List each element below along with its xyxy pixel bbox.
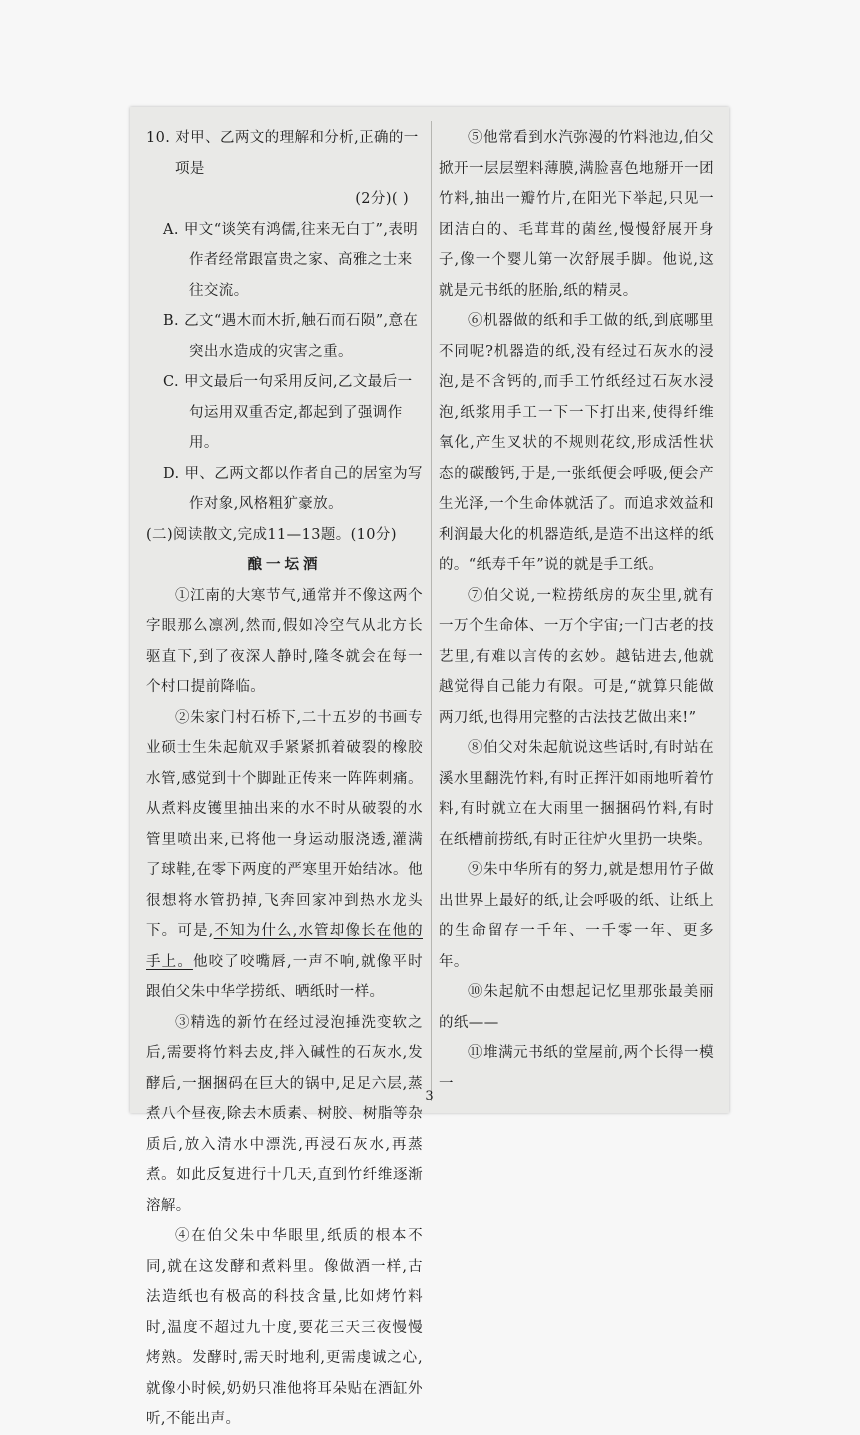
question-10-score: (2分)( ): [355, 191, 409, 207]
paragraph-6: ⑥机器做的纸和手工做的纸,到底哪里不同呢?机器造的纸,没有经过石灰水的浸泡,是不含钙的,而手工竹纸经过石灰水浸泡,纸浆用手工一下一下打出来,使得纤维氧化,产生叉状的不规则花纹,形成活性状态的碳酸钙,于是,一张纸便会呼吸,便会产生光泽,一个生命体就活了。而追求效益和利润最大化的机器造纸,是造不出这样的纸的。“纸寿千年”说的就是手工纸。: [439, 313, 714, 573]
option-c: C. 甲文最后一句采用反问,乙文最后一句运用双重否定,都起到了强调作用。: [163, 374, 413, 451]
section-heading: (二)阅读散文,完成11—13题。(10分): [146, 526, 397, 543]
option-b: B. 乙文“遇木而木折,触石而石陨”,意在突出水造成的灾害之重。: [163, 313, 419, 360]
paragraph-2: [146, 703, 423, 1008]
option-a: A. 甲文“谈笑有鸿儒,往来无白丁”,表明作者经常跟富贵之家、高雅之士来往交流。: [163, 221, 419, 299]
paragraph-7: ⑦伯父说,一粒捞纸房的灰尘里,就有一万个生命体、一万个宇宙;一门古老的技艺里,有难以言传的玄妙。越钻进去,他就越觉得自己能力有限。可是,“就算只能做两刀纸,也得用完整的古法技艺做出来!”: [439, 587, 714, 726]
paragraph-11: ⑪堆满元书纸的堂屋前,两个长得一模一: [439, 1045, 714, 1092]
column-divider: [431, 121, 432, 1101]
paragraph-1: ①江南的大寒节气,通常并不像这两个字眼那么凛冽,然而,假如冷空气从北方长驱直下,到了夜深人静时,隆冬就会在每一个村口提前降临。: [146, 587, 423, 695]
paragraph-5: ⑤他常看到水汽弥漫的竹料池边,伯父掀开一层层塑料薄膜,满脸喜色地掰开一团竹料,抽出一瓣竹片,在阳光下举起,只见一团洁白的、毛茸茸的菌丝,慢慢舒展开身子,像一个婴儿第一次舒展手脚。他说,这就是元书纸的胚胎,纸的精灵。: [439, 130, 714, 299]
right-column: [439, 123, 714, 1099]
underlined-sentence: 不知为什么,水管却像长在他的手上。: [146, 923, 423, 970]
question-10-stem: 10. 对甲、乙两文的理解和分析,正确的一项是: [146, 130, 419, 177]
essay-title: 酿一坛酒: [247, 556, 322, 573]
paragraph-4: ④在伯父朱中华眼里,纸质的根本不同,就在这发酵和煮料里。像做酒一样,古法造纸也有极高的科技含量,比如烤竹料时,温度不超过九十度,要花三天三夜慢慢烤熟。发酵时,需天时地利,更需虔诚之心,就像小时候,奶奶只准他将耳朵贴在酒缸外听,不能出声。: [146, 1228, 423, 1427]
exam-page: [130, 107, 729, 1427]
option-d: D. 甲、乙两文都以作者自己的居室为写作对象,风格粗犷豪放。: [163, 465, 423, 512]
paragraph-9: ⑨朱中华所有的努力,就是想用竹子做出世界上最好的纸,让会呼吸的纸、让纸上的生命留存一千年、一千零一年、更多年。: [439, 862, 714, 970]
paragraph-8: ⑧伯父对朱起航说这些话时,有时站在溪水里翻洗竹料,有时正挥汗如雨地听着竹料,有时就立在大雨里一捆捆码竹料,有时在纸槽前捞纸,有时正往炉火里扔一块柴。: [439, 740, 714, 848]
paragraph-2-part-a: ②朱家门村石桥下,二十五岁的书画专业硕士生朱起航双手紧紧抓着破裂的橡胶水管,感觉到十个脚趾正传来一阵阵刺痛。从煮料皮镬里抽出来的水不时从破裂的水管里喷出来,已将他一身运动服浇透,灌满了球鞋,在零下两度的严寒里开始结冰。他很想将水管扔掉,飞奔回家冲到热水龙头下。可是,: [146, 709, 423, 939]
paragraph-10: ⑩朱起航不由想起记忆里那张最美丽的纸——: [439, 984, 714, 1031]
paragraph-2-part-b: 他咬了咬嘴唇,一声不响,就像平时跟伯父朱中华学捞纸、晒纸时一样。: [146, 953, 423, 1000]
paragraph-3: ③精选的新竹在经过浸泡捶洗变软之后,需要将竹料去皮,拌入碱性的石灰水,发酵后,一捆捆码在巨大的锅中,足足六层,蒸煮八个昼夜,除去木质素、树胶、树脂等杂质后,放入清水中漂洗,再浸石灰水,再蒸煮。如此反复进行十几天,直到竹纤维逐渐溶解。: [146, 1014, 423, 1214]
page-number: 3: [425, 1089, 434, 1104]
left-column: [146, 123, 423, 1435]
